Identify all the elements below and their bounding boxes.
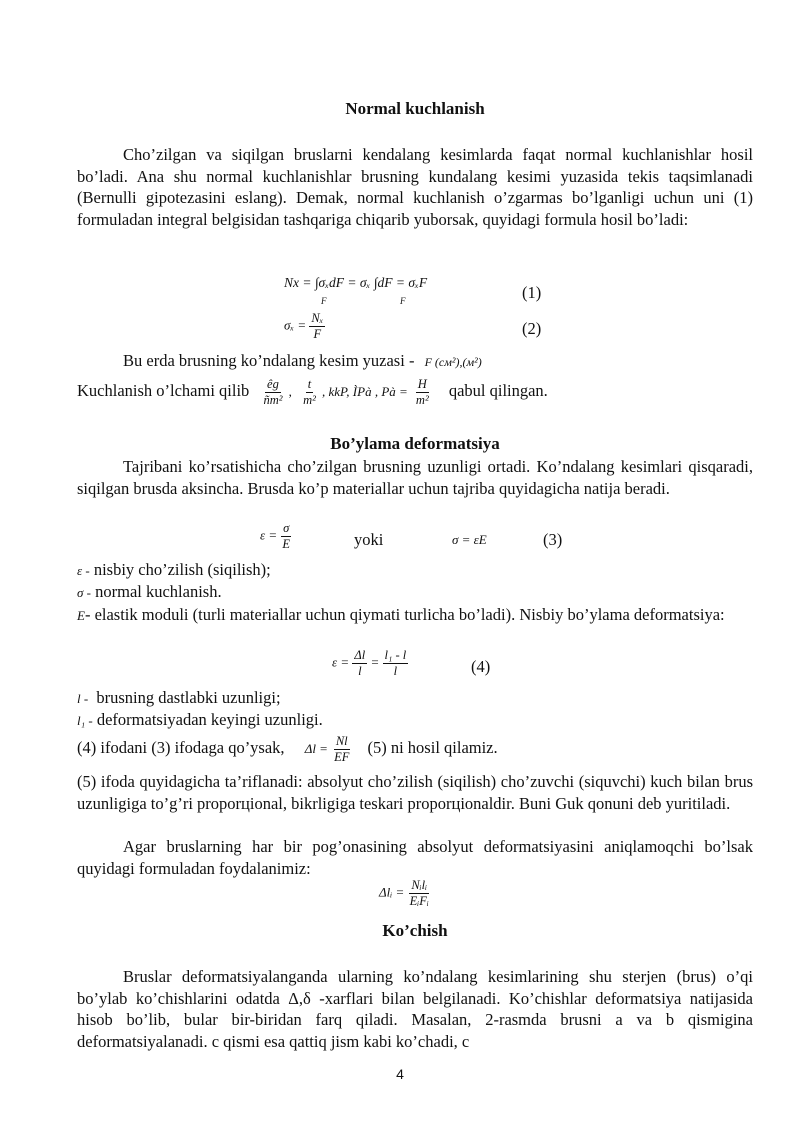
area-line-formula: F (см²),(м²) [424,355,482,369]
equation-6-denominator: EᵢFᵢ [409,894,429,908]
definition-sigma [77,582,222,602]
equation-4-fraction-a-den: l [358,664,362,678]
equation-3-number: (3) [543,530,563,549]
definition-l-text: brusning dastlabki uzunligi; [96,688,281,707]
definition-sigma-symbol: σ - [77,585,91,600]
definition-elastic-modulus [77,604,753,627]
definition-l-symbol: l - [77,691,89,706]
definition-sigma-text: normal kuchlanish. [95,582,222,601]
heading-normal-stress: Normal kuchlanish [345,99,485,118]
units-line-middle: , kkP, ÌPà , Pà = [322,384,408,399]
unit-fraction-h-m2-num: H [417,376,427,391]
area-line-text: Bu erda brusning ko’ndalang kesim yuzasi - [123,351,415,370]
unit-fraction-t-m2-num: t [307,376,312,391]
definition-elastic-modulus-symbol: E [77,608,85,623]
equation-1-limit-b: F [400,296,406,306]
definition-l1-symbol: l₁ - [77,713,93,728]
unit-fraction-t-m2 [301,377,318,408]
equation-3-fraction [280,521,292,552]
equation-2-denominator: F [313,327,322,341]
equation-2 [284,311,325,342]
equation-6-numerator: Nᵢlᵢ [411,878,428,892]
formula-5-prefix: (4) ifodani (3) ifodaga qo’ysak, [77,738,285,757]
equation-4-equals: = [370,654,380,670]
definition-l1 [77,710,323,730]
equation-6-lhs: Δlᵢ = [379,884,405,900]
equation-3-denominator: E [282,537,291,551]
area-line [123,351,482,371]
equation-2-lhs: σₓ = [284,317,307,333]
formula-5-numerator: Nl [335,733,348,748]
equation-3-numerator: σ [283,521,290,535]
equation-3-lhs: ε = [260,527,278,543]
formula-5-fraction [332,734,351,765]
unit-fraction-kg-cm2-num: êg [267,376,279,391]
paragraph-hooke-law: (5) ifoda quyidagicha ta’riflanadi: absolyut cho’zilish (siqilish) cho’zuvchi (siquvchi) kuch bilan brus uzunligiga to’g’ri proporцional, bikrligiga teskari proporцionaldir. Buni Guk qonuni deb yuritiladi. [77,772,753,813]
heading-longitudinal-deformation: Bo’ylama deformatsiya [330,434,500,453]
paragraph-experiment: Tajribani ko’rsatishicha cho’zilgan brusning uzunligi ortadi. Ko’ndalang kesimlari qisqaradi, siqilgan brusda aksincha. Brusda ko’p materiallar uchun tajriba quyidagicha natija beradi. [77,457,753,498]
definition-epsilon-text: nisbiy cho’zilish (siqilish); [93,560,271,579]
equation-4-fraction-a-num: Δl [354,648,366,662]
paragraph-intro: Cho’zilgan va siqilgan bruslarni kendalang kesimlarda faqat normal kuchlanishlar hosil bo’ladi. Ana shu normal kuchlanishlar brusning kundalang kesimi yuzasida tekis taqsimlanadi (Bernulli gipotezasini eslang). Demak, normal kuchlanish o’zgarmas bo’lganligi uchun uni (1) formuladan integral belgisidan tashqariga chiqarib yuborsak, quyidagi formula hosil bo’ladi: [77,145,753,229]
equation-3-connector: yoki [354,530,384,549]
equation-6-fraction [408,878,431,909]
units-line-suffix: qabul qilingan. [448,381,548,400]
formula-5-denominator: EF [334,749,350,764]
formula-5-line [77,728,498,769]
unit-fraction-kg-cm2-den: ñm² [263,392,283,407]
equation-2-fraction [309,311,325,342]
equation-3 [260,521,292,552]
unit-fraction-h-m2-den: m² [415,392,429,407]
page-number: 4 [396,1066,404,1082]
definition-l1-text: deformatsiyadan keyingi uzunligi. [96,710,323,729]
equation-4-number: (4) [471,657,491,676]
equation-4-fraction-a [352,648,367,679]
definition-epsilon [77,560,271,580]
equation-1-number: (1) [522,283,542,302]
equation-4-fraction-b-num: l₁ - l [384,648,407,662]
equation-4-fraction-b [383,648,409,679]
units-line: Kuchlanish o’lchami qilib $\frac{êg}{\text{ñm²}}$ , $\frac{t}{\text{m²}}$ , kkP, ÌPà , Pà = $\frac{H}{\text{m²}}$ qabul qilingan. [77,376,548,407]
unit-fraction-t-m2-den: m² [303,392,316,407]
unit-fraction-h-m2 [414,377,431,408]
equation-6 [379,878,431,909]
paragraph-displacement: Bruslar deformatsiyalanganda ularning ko’ndalang kesimlarining shu sterjen (brus) o’qi bo’ylab ko’chishlarini odatda Δ,δ -xarflari bilan belgilanadi. Ko’chishlar deformatsiya natijasida hisob bo’lib, bular bir-biridan farq qiladi. Masalan, 2-rasmda brusni a va b qismigina deformatsiyalanadi. c qismi esa qattiq jism kabi ko’chadi, c [77,967,753,1051]
equation-4 [332,648,408,679]
heading-displacement: Ko’chish [382,921,448,940]
formula-5-suffix: (5) ni hosil qilamiz. [367,738,498,757]
paragraph-stepwise-deformation: Agar bruslarning har bir pog’onasining absolyut deformatsiyasini aniqlamoqchi bo’lsak quyidagi formuladan foydalanimiz: [77,837,753,878]
equation-1-limit-a: F [321,296,327,306]
equation-4-fraction-b-den: l [393,664,398,678]
equation-2-number: (2) [522,319,542,338]
equation-2-numerator: Nₓ [311,311,324,325]
unit-fraction-kg-cm2 [261,377,284,408]
definition-elastic-modulus-text: - elastik moduli (turli materiallar uchun qiymati turlicha bo’ladi). Nisbiy bo’ylama deformatsiya: [84,605,725,624]
units-line-prefix: Kuchlanish o’lchami qilib [77,381,250,400]
equation-1: Nx = ∫σₓdF = σₓ ∫dF = σₓF [284,275,428,290]
equation-4-lhs: ε = [332,654,350,670]
definition-l [77,688,281,708]
equation-3-rhs: σ = εE [452,532,487,547]
formula-5-lhs: Δl = [304,741,328,756]
definition-epsilon-symbol: ε - [77,563,90,578]
